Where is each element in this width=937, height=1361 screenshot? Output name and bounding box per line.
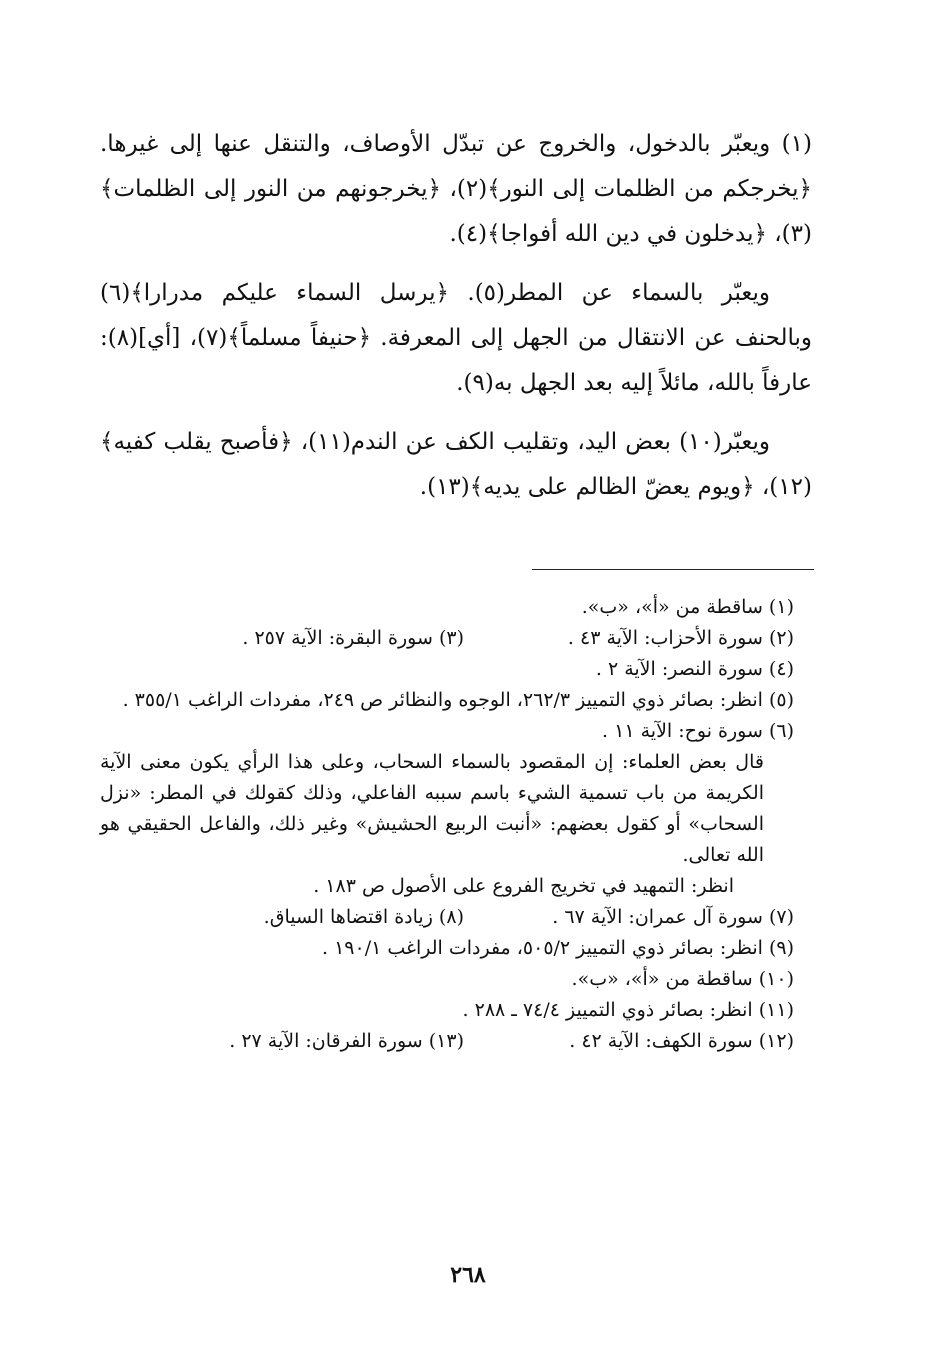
footnote-2: (٢) سورة الأحزاب: الآية ٤٣ . — [567, 627, 794, 649]
footnote-9 — [100, 933, 794, 964]
footnote-6-text: (٦) سورة نوح: الآية ١١ . — [602, 720, 794, 742]
footnote-row-7-8 — [100, 902, 794, 933]
footnote-row-2-3 — [100, 623, 794, 654]
footnote-4 — [100, 654, 794, 685]
footnote-5: (٥) انظر: بصائر ذوي التمييز ٢٦٢/٣، الوجوه والنظائر ص ٢٤٩، مفردات الراغب ٣٥٥/١ . — [122, 689, 794, 711]
footnote-1-text: (١) ساقطة من «أ»، «ب». — [581, 596, 794, 618]
footnote-3: (٣) سورة البقرة: الآية ٢٥٧ . — [242, 627, 464, 649]
footnote-8: (٨) زيادة اقتضاها السياق. — [263, 906, 464, 928]
footnote-13: (١٣) سورة الفرقان: الآية ٢٧ . — [229, 1030, 464, 1052]
footnote-6-comment: قال بعض العلماء: إن المقصود بالسماء السحاب، وعلى هذا الرأي يكون معنى الآية الكريمة من باب تسمية الشيء باسم سببه الفاعلي، وذلك كقولك في المطر: «نزل السحاب» أو كقول بعضهم: «أنبت الربيع الحشيش» وغير ذلك، والفاعل الحقيقي هو الله تعالى. — [100, 751, 764, 866]
paragraph-3: ويعبّر(١٠) بعض اليد، وتقليب الكف عن الندم(١١)، ﴿فأصبح يقلب كفيه﴾(١٢)، ﴿ويوم يعضّ الظالم على يديه﴾(١٣). — [100, 429, 812, 500]
footnote-7: (٧) سورة آل عمران: الآية ٦٧ . — [552, 906, 794, 928]
paragraph-1: (١) ويعبّر بالدخول، والخروج عن تبدّل الأوصاف، والتنقل عنها إلى غيرها. ﴿يخرجكم من الظلمات إلى النور﴾(٢)، ﴿يخرجونهم من النور إلى الظلمات﴾(٣)، ﴿يدخلون في دين الله أفواجا﴾(٤). — [100, 131, 812, 247]
footnote-4-text: (٤) سورة النصر: الآية ٢ . — [595, 658, 794, 680]
footnote-row-12-13 — [100, 1026, 794, 1057]
main-text — [100, 122, 812, 524]
page-number: ٢٦٨ — [450, 1262, 486, 1288]
footnote-divider — [532, 569, 814, 570]
footnote-6 — [100, 716, 794, 747]
footnote-10-text: (١٠) ساقطة من «أ»، «ب». — [571, 968, 794, 990]
footnote-1 — [100, 592, 794, 623]
footnote-10 — [100, 964, 794, 995]
paragraph-2: ويعبّر بالسماء عن المطر(٥). ﴿يرسل السماء عليكم مدرارا﴾(٦) وبالحنف عن الانتقال من الجهل إلى المعرفة. ﴿حنيفاً مسلماً﴾(٧)، [أي](٨): عارفاً بالله، مائلاً إليه بعد الجهل به(٩). — [100, 280, 812, 396]
footnote-9-text: (٩) انظر: بصائر ذوي التمييز ٥٠٥/٢، مفردات الراغب ١٩٠/١ . — [322, 937, 794, 959]
footnote-11-text: (١١) انظر: بصائر ذوي التمييز ٧٤/٤ ـ ٢٨٨ . — [462, 999, 794, 1021]
footnote-12: (١٢) سورة الكهف: الآية ٤٢ . — [569, 1030, 794, 1052]
footnote-6-source: انظر: التمهيد في تخريج الفروع على الأصول ص ١٨٣ . — [313, 875, 734, 897]
footnote-11 — [100, 995, 794, 1026]
footnotes — [100, 592, 794, 1057]
